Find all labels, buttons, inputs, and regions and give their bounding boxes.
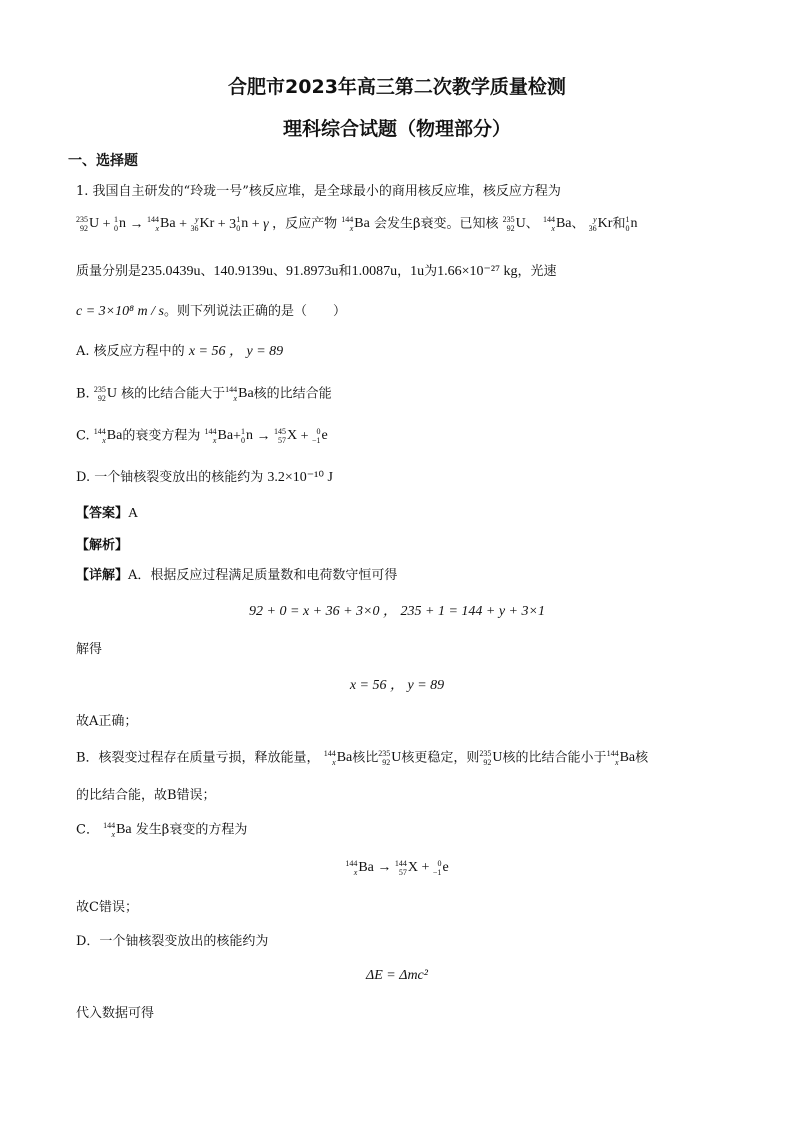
question-stem-line-3: 质量分别是235.0439u、140.9139u、91.8973u和1.0087u，1u为1.66×10⁻²⁷ kg，光速: [76, 264, 557, 279]
answer-line: 【答案】A: [76, 506, 139, 521]
page-subtitle: 理科综合试题（物理部分）: [282, 118, 511, 140]
nuclide-n-3: 1 0 n: [236, 215, 249, 234]
detail-d-line: D．一个铀核裂变放出的核能约为: [76, 934, 269, 949]
option-a: A. 核反应方程中的 x = 56 ， y = 89: [76, 344, 284, 359]
detail-a-conclusion: 故A正确；: [76, 714, 138, 729]
question-stem-line-1: [76, 182, 561, 202]
detail-d-substitute: 代入数据可得: [76, 1006, 155, 1021]
nuclide-U: 235 92 U: [76, 215, 100, 234]
detail-b-line-2: 的比结合能，故B错误；: [76, 788, 216, 803]
option-d: D. 一个铀核裂变放出的核能约为 3.2×10⁻¹⁰ J: [76, 470, 333, 485]
nuclide-Ba-2: 144 x Ba: [341, 215, 370, 233]
option-b: B. 235 92 U 核的比结合能大于 144 x Ba 核的比结合能: [76, 385, 332, 403]
nuclide-n: 1 0 n: [114, 215, 127, 234]
detail-d-equation: ΔE = Δmc²: [366, 968, 428, 983]
page-title: 合肥市2023年高三第二次教学质量检测: [228, 76, 566, 98]
question-stem-line-4: c = 3×10⁸ m / s。则下列说法正确的是（ ）: [76, 304, 346, 319]
question-stem-text-1: 我国自主研发的“玲珑一号”核反应堆，是全球最小的商用核反应堆，核反应方程为: [92, 184, 561, 199]
detail-c-line: C． 144 x Ba 发生β衰变的方程为: [76, 821, 248, 839]
detail-a-intro: 【详解】A．根据反应过程满足质量数和电荷数守恒可得: [76, 568, 398, 583]
detail-solve: 解得: [76, 642, 103, 657]
detail-c-equation: 144 x Ba → 144 57 X + 0 −1 e: [345, 859, 449, 877]
detail-c-conclusion: 故C错误；: [76, 900, 138, 915]
nuclide-Kr: y 36 Kr: [190, 215, 215, 234]
question-stem-line-2: 235 92 U + 1 0 n → 144 x Ba + y 36 Kr + 3 1 0 n + γ ，反应产物 144 x Ba 会发生β衰变。已知核 235 92 U 、 144 x Ba 、 y 36 Kr 和 1 0 n: [76, 215, 638, 234]
detail-a-equation: 92 + 0 = x + 36 + 3×0 ， 235 + 1 = 144 + y + 3×1: [249, 604, 545, 619]
option-c: C. 144 x Ba 的衰变方程为 144 x Ba + 1 0 n → 145 57 X + 0 −1 e: [76, 427, 328, 446]
section-heading: 一、选择题: [68, 153, 138, 169]
detail-a-result: x = 56 ， y = 89: [349, 678, 445, 693]
analysis-tag: 【解析】: [76, 538, 129, 553]
nuclide-Ba: 144 x Ba: [147, 215, 176, 234]
question-number: 1.: [76, 184, 89, 199]
detail-b-line-1: B．核裂变过程存在质量亏损，释放能量， 144 x Ba 核比 235 92 U 核更稳定，则 235 92 U 核的比结合能小于 144 x Ba 核: [76, 749, 649, 767]
reaction-equation: 235 92 U + 1 0 n → 144 x Ba + y 36 Kr + 3 1 0 n + γ: [76, 215, 269, 234]
